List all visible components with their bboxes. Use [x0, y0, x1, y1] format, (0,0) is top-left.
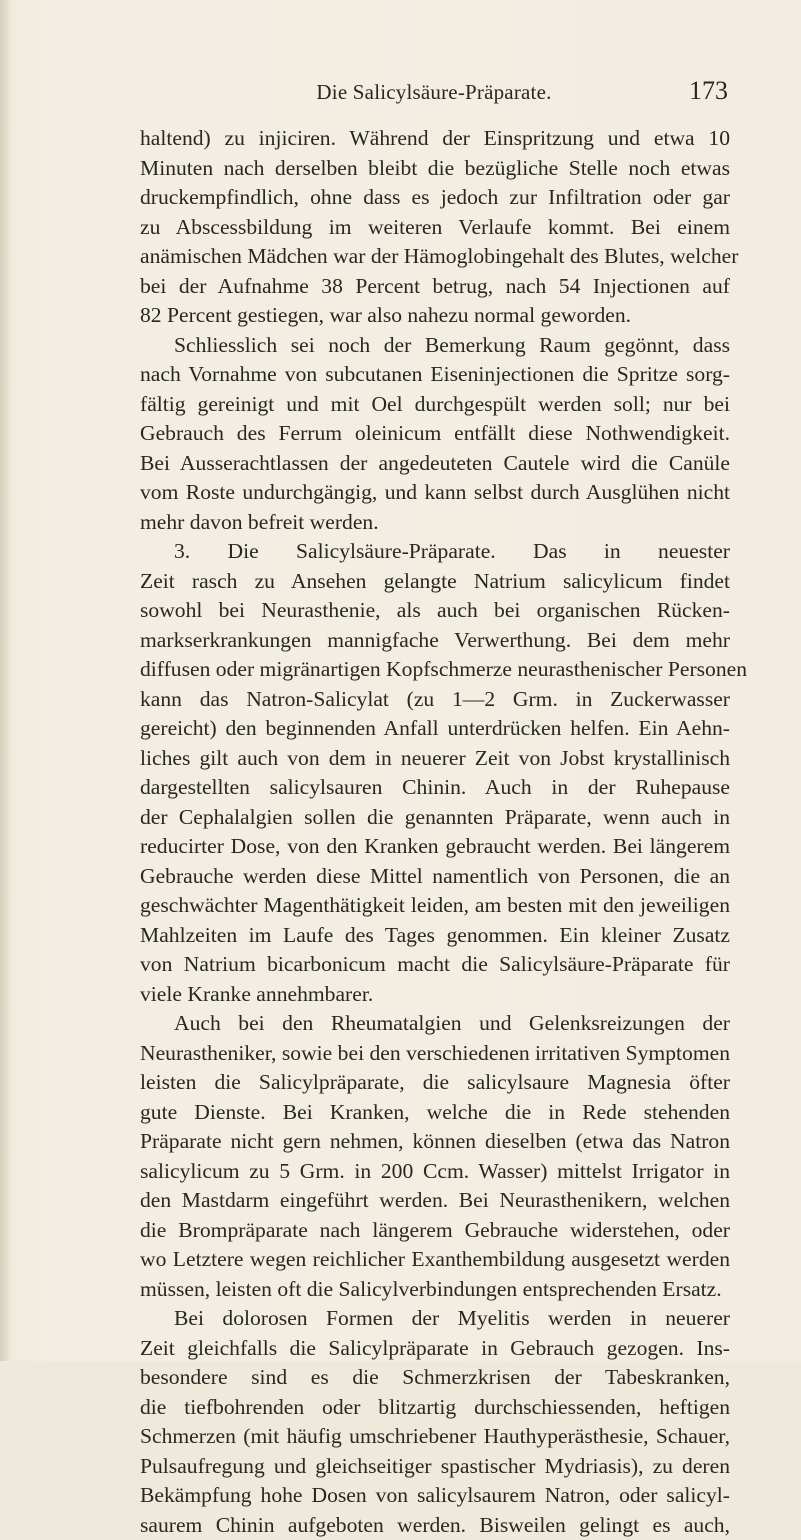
- text-line: kann das Natron-Salicylat (zu 1—2 Grm. in Zuckerwasser: [140, 685, 730, 715]
- text-line: anämischen Mädchen war der Hämoglobingehalt des Blutes, welcher: [140, 242, 730, 272]
- page-header: [140, 76, 728, 112]
- text-line: Gebrauch des Ferrum oleinicum entfällt diese Nothwendigkeit.: [140, 419, 730, 449]
- text-line: der Cephalalgien sollen die genannten Präparate, wenn auch in: [140, 803, 730, 833]
- running-title: Die Salicylsäure-Präparate.: [140, 80, 728, 105]
- text-line: geschwächter Magenthätigkeit leiden, am besten mit den jeweiligen: [140, 891, 730, 921]
- text-line: die tiefbohrenden oder blitzartig durchschiessenden, heftigen: [140, 1393, 730, 1423]
- text-line: gereicht) den beginnenden Anfall unterdrücken helfen. Ein Aehn-: [140, 714, 730, 744]
- text-line: Gebrauche werden diese Mittel namentlich von Personen, die an: [140, 862, 730, 892]
- text-line: 82 Percent gestiegen, war also nahezu normal geworden.: [140, 301, 730, 331]
- text-line: vom Roste undurchgängig, und kann selbst durch Ausglühen nicht: [140, 478, 730, 508]
- text-line: Schmerzen (mit häufig umschriebener Hauthyperästhesie, Schauer,: [140, 1422, 730, 1452]
- text-line: besondere sind es die Schmerzkrisen der Tabeskranken,: [140, 1363, 730, 1393]
- text-line: Schliesslich sei noch der Bemerkung Raum gegönnt, dass: [140, 331, 730, 361]
- text-line: Bei Ausserachtlassen der angedeuteten Cautele wird die Canüle: [140, 449, 730, 479]
- text-line: den Mastdarm eingeführt werden. Bei Neurasthenikern, welchen: [140, 1186, 730, 1216]
- text-line: fältig gereinigt und mit Oel durchgespült werden soll; nur bei: [140, 390, 730, 420]
- text-line: nach Vornahme von subcutanen Eiseninjectionen die Spritze sorg-: [140, 360, 730, 390]
- text-line: wo Letztere wegen reichlicher Exanthembildung ausgesetzt werden: [140, 1245, 730, 1275]
- text-line: liches gilt auch von dem in neuerer Zeit von Jobst krystallinisch: [140, 744, 730, 774]
- text-line: saurem Chinin aufgeboten werden. Bisweilen gelingt es auch,: [140, 1511, 730, 1540]
- text-line: von Natrium bicarbonicum macht die Salicylsäure-Präparate für: [140, 950, 730, 980]
- page-number: 173: [689, 76, 728, 106]
- text-line: 3. Die Salicylsäure-Präparate. Das in neuester: [140, 537, 730, 567]
- text-line: Präparate nicht gern nehmen, können dieselben (etwa das Natron: [140, 1127, 730, 1157]
- text-line: viele Kranke annehmbarer.: [140, 980, 730, 1010]
- text-line: die Brompräparate nach längerem Gebrauche widerstehen, oder: [140, 1216, 730, 1246]
- text-line: Zeit gleichfalls die Salicylpräparate in Gebrauch gezogen. Ins-: [140, 1334, 730, 1364]
- text-line: bei der Aufnahme 38 Percent betrug, nach 54 Injectionen auf: [140, 272, 730, 302]
- text-line: zu Abscessbildung im weiteren Verlaufe kommt. Bei einem: [140, 213, 730, 243]
- text-line: dargestellten salicylsauren Chinin. Auch in der Ruhepause: [140, 773, 730, 803]
- text-line: Mahlzeiten im Laufe des Tages genommen. Ein kleiner Zusatz: [140, 921, 730, 951]
- text-line: Minuten nach derselben bleibt die bezügliche Stelle noch etwas: [140, 154, 730, 184]
- binding-shadow: [0, 0, 10, 1361]
- text-line: salicylicum zu 5 Grm. in 200 Ccm. Wasser) mittelst Irrigator in: [140, 1157, 730, 1187]
- text-line: Bekämpfung hohe Dosen von salicylsaurem Natron, oder salicyl-: [140, 1481, 730, 1511]
- body-text: [140, 124, 730, 1540]
- text-line: haltend) zu injiciren. Während der Einspritzung und etwa 10: [140, 124, 730, 154]
- text-line: druckempfindlich, ohne dass es jedoch zur Infiltration oder gar: [140, 183, 730, 213]
- text-line: diffusen oder migränartigen Kopfschmerze neurasthenischer Personen: [140, 655, 730, 685]
- text-line: Bei dolorosen Formen der Myelitis werden in neuerer: [140, 1304, 730, 1334]
- text-line: müssen, leisten oft die Salicylverbindungen entsprechenden Ersatz.: [140, 1275, 730, 1305]
- text-line: Auch bei den Rheumatalgien und Gelenksreizungen der: [140, 1009, 730, 1039]
- text-line: gute Dienste. Bei Kranken, welche die in Rede stehenden: [140, 1098, 730, 1128]
- text-line: Zeit rasch zu Ansehen gelangte Natrium salicylicum findet: [140, 567, 730, 597]
- text-line: Pulsaufregung und gleichseitiger spastischer Mydriasis), zu deren: [140, 1452, 730, 1482]
- text-line: markserkrankungen mannigfache Verwerthung. Bei dem mehr: [140, 626, 730, 656]
- text-line: reducirter Dose, von den Kranken gebraucht werden. Bei längerem: [140, 832, 730, 862]
- text-line: Neurastheniker, sowie bei den verschiedenen irritativen Symptomen: [140, 1039, 730, 1069]
- text-line: mehr davon befreit werden.: [140, 508, 730, 538]
- text-line: leisten die Salicylpräparate, die salicylsaure Magnesia öfter: [140, 1068, 730, 1098]
- text-line: sowohl bei Neurasthenie, als auch bei organischen Rücken-: [140, 596, 730, 626]
